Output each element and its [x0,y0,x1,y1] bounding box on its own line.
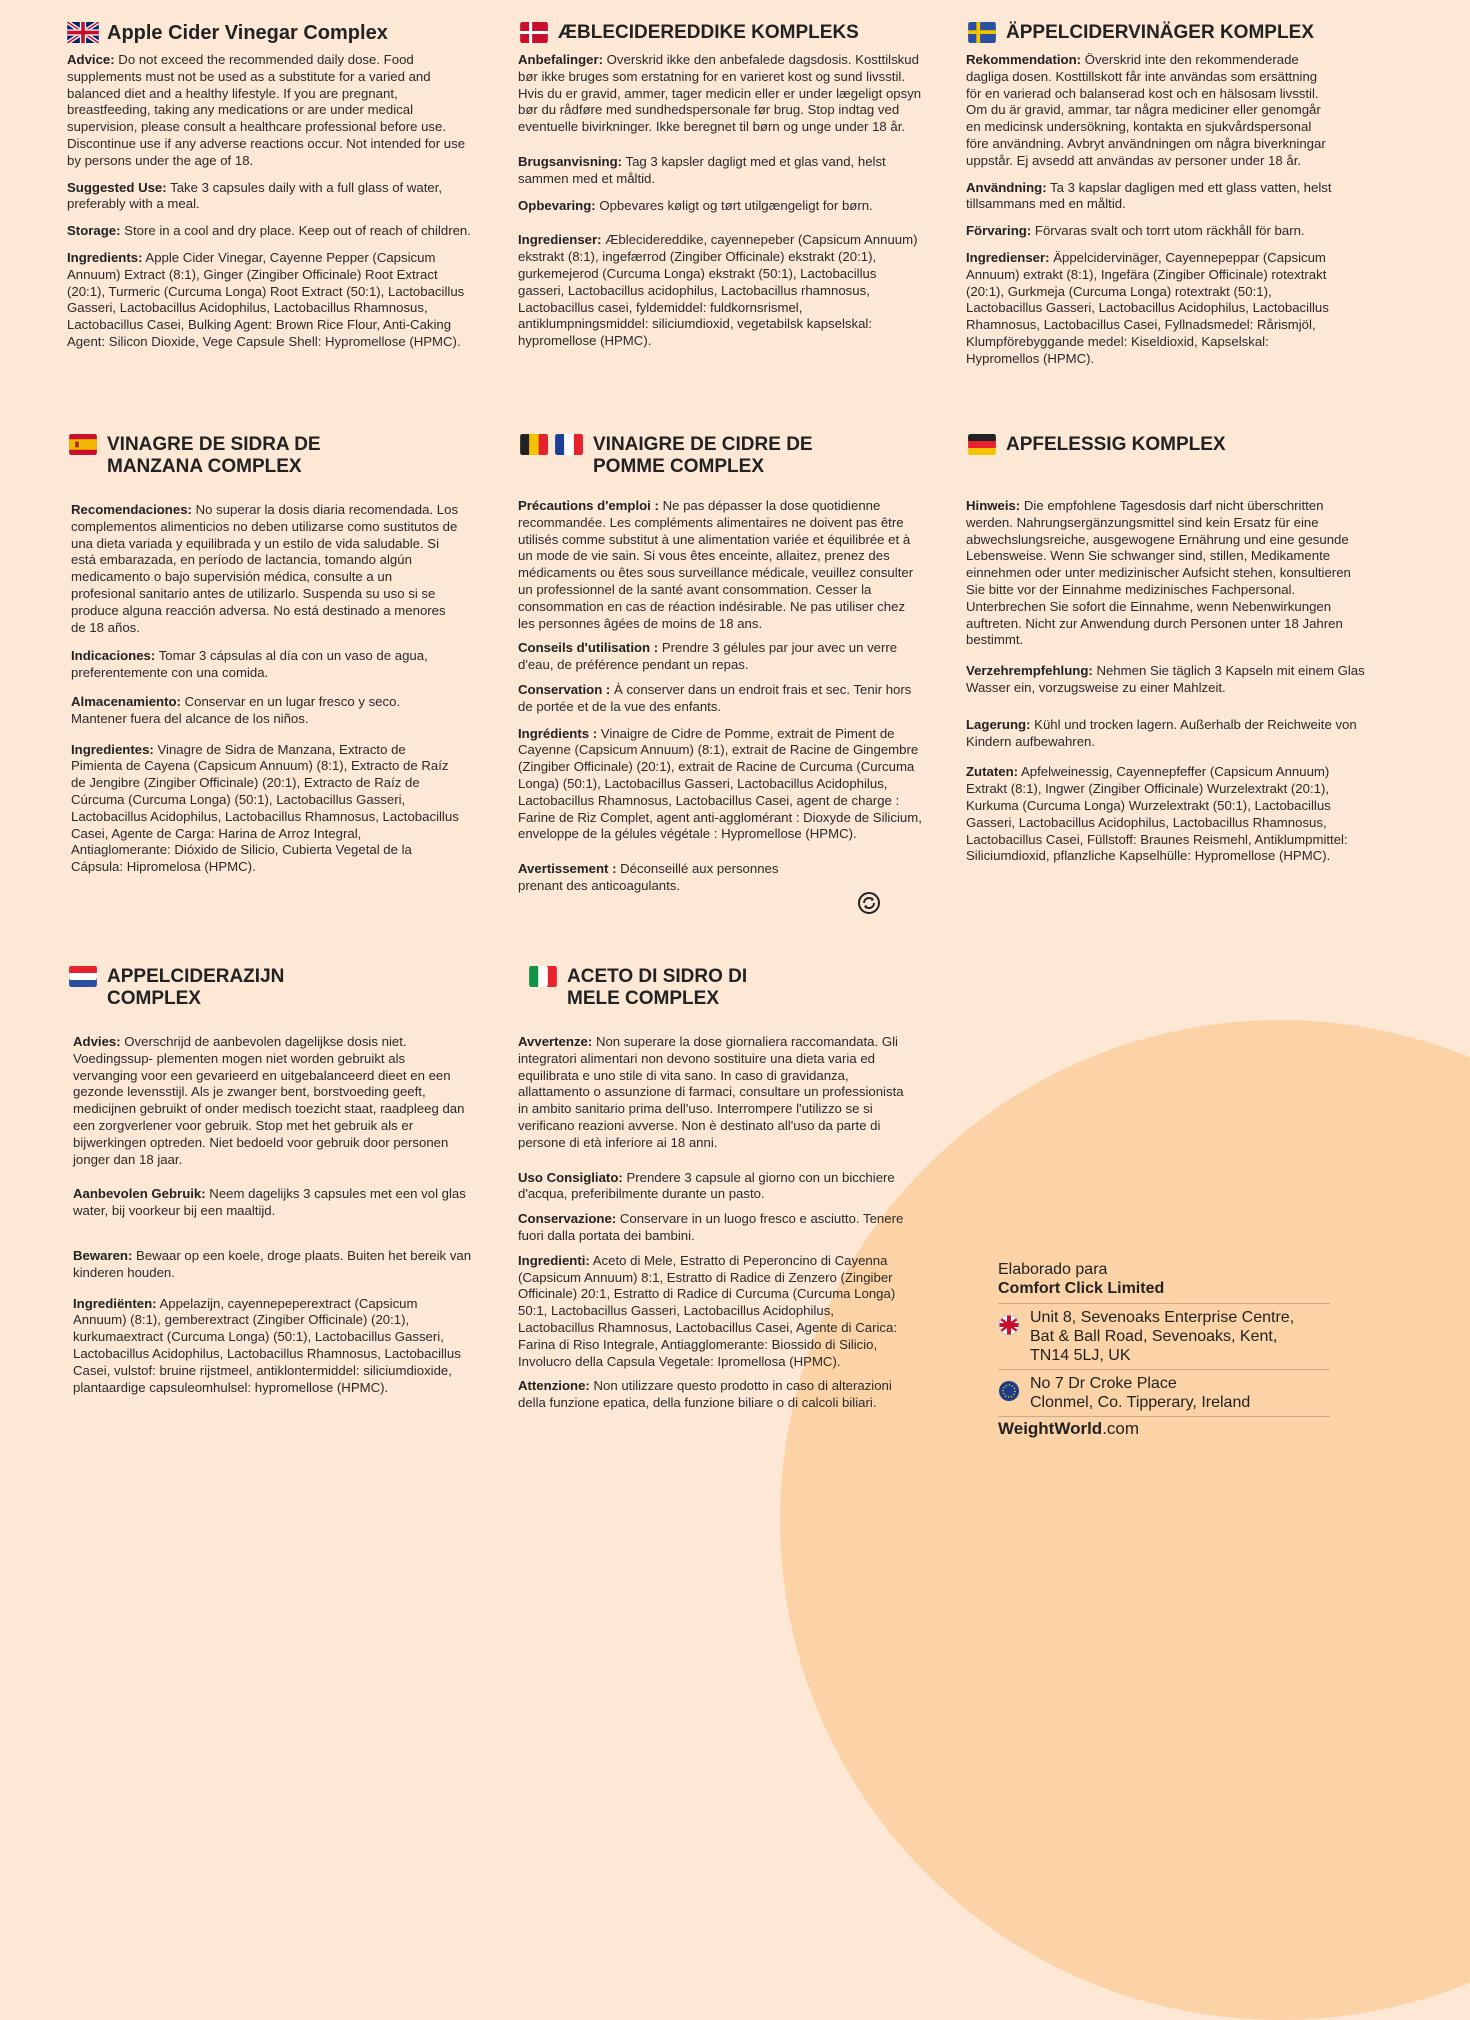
title-line-2: MELE COMPLEX [567,988,720,1009]
section-body [518,52,923,350]
website-domain: .com [1102,1419,1140,1438]
section-title [966,434,1371,456]
section-da [518,22,923,360]
storage-text: Conservar en un lugar fresco y seco. Mantener fuera del alcance de los niños. [71,693,401,726]
uk-round-flag-icon [998,1314,1020,1336]
ingredients-text: Apfelweinessig, Cayennepfeffer (Capsicum Annuum) Extrakt (8:1), Ingwer (Zingiber Officinale) Wurzelextrakt (20:1), Kurkuma (Curcuma Longa) Wurzelextrakt (50:1), Lactobacillus Gasseri, Lactobacillus Acidophilus, Lactobacillus Rhamnosus, Lactobacillus Casei, Füllstoff: Braunes Reismehl, Antiklumpmittel: Siliciumdioxid, pflanzliche Kapselhülle: Hypromellose (HPMC). [966,764,1348,864]
recycle-symbol-icon [856,890,882,916]
eu-flag-icon [998,1380,1020,1402]
ie-address-line-2: Clonmel, Co. Tipperary, Ireland [1030,1394,1251,1411]
advice-text: Ne pas dépasser la dose quotidienne recommandée. Les compléments alimentaires ne doivent pas être utilisés comme substitut à une alimentation variée et équilibrée et à un mode de vie sain. Si vous êtes enceinte, allaitez, prenez des médicaments ou êtes sous surveillance médicale, veuillez consulter un professionnel de la santé avant consommation. Cesser la consommation en cas de réaction indésirable. Ne pas utiliser chez les personnes âgées de moins de 18 ans. [518,498,914,631]
uk-flag-icon [67,22,99,43]
use-label: Indicaciones: [71,648,156,664]
advice-label: Précautions d'emploi : [518,498,659,513]
uk-address-line-1: Unit 8, Sevenoaks Enterprise Centre, [1030,1309,1295,1326]
title-line-1: VINAGRE DE SIDRA DE [107,434,321,455]
advice-label: Advice: [67,52,115,67]
ie-address-line-1: No 7 Dr Croke Place [1030,1375,1177,1392]
storage-label: Opbevaring: [518,197,596,213]
advice-label: Rekommendation: [966,52,1082,67]
ingredients-label: Ingrédients : [518,725,598,741]
ingredients-label: Ingredienti: [518,1252,590,1268]
advice-text: Overskrid ikke den anbefalede dagsdosis. Kosttilskud bør ikke bruges som erstatning for en varieret kost og sund livsstil. Hvis du er gravid, ammer, tager medicin eller er under lægeligt opsyn bør du rådføre med sundhedspersonale før brug. Stop indtag ved eventuelle bivirkninger. Ikke beregnet til børn og unge under 18 år. [518,52,922,135]
storage-label: Storage: [67,223,121,239]
advice-text: Överskrid inte den rekommenderade dagliga dosen. Kosttillskott får inte användas som ersättning för en varierad och balanserad kost och en hälsosam livsstil. Om du är gravid, ammar, tar några mediciner eller genomgår en medicinsk undersökning, kontakta en sjukvårdspersonal före användning. Avbryt användningen om några biverkningar uppstår. Ej avsedd att användas av personer under 18 år. [966,52,1326,168]
storage-label: Lagerung: [966,716,1031,732]
section-title [518,434,923,478]
section-title [518,966,910,1010]
section-title [67,966,472,1010]
warning-label: Avertissement : [518,861,617,877]
use-label: Conseils d'utilisation : [518,640,659,656]
use-text: Take 3 capsules daily with a full glass of water, preferably with a meal. [67,179,443,212]
use-text: Nehmen Sie täglich 3 Kapseln mit einem Glas Wasser ein, vorzugsweise zu einer Mahlzeit. [966,663,1365,695]
section-body [67,1034,472,1396]
ingredients-label: Ingrediënten: [73,1295,157,1311]
storage-label: Conservation : [518,681,611,697]
section-fr [518,434,923,905]
advice-label: Recomendaciones: [71,502,192,517]
storage-text: À conserver dans un endroit frais et sec. Tenir hors de portée et de la vue des enfants. [518,681,912,714]
belgium-flag-icon [518,434,550,461]
ingredients-text: Apple Cider Vinegar, Cayenne Pepper (Capsicum Annuum) Extract (8:1), Ginger (Zingiber Officinale) Root Extract (20:1), Turmeric (Curcuma Longa) Root Extract (50:1), Lactobacillus Gasseri, Lactobacillus Acidophilus, Lactobacillus Rhamnosus, Lactobacillus Casei, Bulking Agent: Brown Rice Flour, Anti-Caking Agent: Silicon Dioxide, Vege Capsule Shell: Hypromellose (HPMC). [67,249,465,349]
warning-label: Attenzione: [518,1378,590,1394]
advice-text: Do not exceed the recommended daily dose. Food supplements must not be used as a substitute for a varied and balanced diet and a healthy lifestyle. If you are pregnant, breastfeeding, taking any medications or are under medical supervision, please consult a healthcare professional before use. Discontinue use if any adverse reactions occur. Not intended for use by persons under the age of 18. [67,52,466,168]
title-text [567,966,747,1010]
warning-text: Non utilizzare questo prodotto in caso di alterazioni della funzione epatica, della funzione biliare o di calcoli biliari. [518,1378,892,1411]
title-line-1: APPELCIDERAZIJN [107,966,285,987]
ingredients-text: Vinagre de Sidra de Manzana, Extracto de Pimienta de Cayena (Capsicum Annuum) (8:1), Extracto de Raíz de Jengibre (Zingiber Officinale) (20:1), Extracto de Raíz de Cúrcuma (Curcuma Longa) (50:1), Lactobacillus Gasseri, Lactobacillus Acidophilus, Lactobacillus Rhamnosus, Lactobacillus Casei, Agente de Carga: Harina de Arroz Integral, Antiaglomerante: Dióxido de Silicio, Cubierta Vegetal de la Cápsula: Hipromelosa (HPMC). [71,741,459,875]
title-line-1: VINAIGRE DE CIDRE DE [593,434,813,455]
use-text: Ta 3 kapslar dagligen med ett glass vatten, helst tillsammans med en måltid. [966,179,1332,212]
ingredients-label: Ingredients: [67,249,143,265]
section-nl [67,966,472,1406]
storage-label: Förvaring: [966,223,1032,239]
section-title [966,22,1336,44]
spain-flag-icon [67,434,99,455]
ingredients-label: Ingredientes: [71,741,154,757]
section-it [518,966,910,1422]
germany-flag-icon [966,434,998,455]
ingredients-text: Aceto di Mele, Estratto di Peperoncino di Cayenna (Capsicum Annuum) 8:1, Estratto di Radice di Zenzero (Zingiber Officinale) 20:1, Estratto di Radice di Curcuma (Curcuma Longa) 50:1, Lactobacillus Gasseri, Lactobacillus Acidophilus, Lactobacillus Rhamnosus, Lactobacillus Casei, Agente di Carica: Farina di Riso Integrale, Antiagglomerante: Biossido di Silicio, Involucro della Capsula Vegetale: Ipromellosa (HPMC). [518,1252,897,1369]
use-text: Neem dagelijks 3 capsules met een vol glas water, bij voorkeur bij een maaltijd. [73,1186,466,1219]
storage-text: Opbevares køligt og tørt utilgængeligt for børn. [595,197,873,213]
warning-text: Déconseillé aux personnes prenant des anticoagulants. [518,861,779,893]
title-text: Apple Cider Vinegar Complex [107,22,388,44]
use-label: Uso Consigliato: [518,1169,623,1185]
storage-text: Kühl und trocken lagern. Außerhalb der Reichweite von Kindern aufbewahren. [966,716,1357,749]
title-text [107,966,284,1010]
advice-label: Hinweis: [966,498,1021,513]
section-es [67,434,459,886]
manufacturer-info [998,1260,1330,1439]
ingredients-text: Appelazijn, cayennepeperextract (Capsicum Annuum) (8:1), gemberextract (Zingiber Officinale) (20:1), kurkumaextract (Curcuma Longa) (50:1), Lactobacillus Gasseri, Lactobacillus Acidophilus, Lactobacillus Rhamnosus, Lactobacillus Casei, vulstof: bruine rijstmeel, antiklontermiddel: siliciumdioxide, plantaardige capsuleomhulsel: hypromellose (HPMC). [73,1295,461,1395]
title-line-2: COMPLEX [107,988,201,1009]
storage-label: Bewaren: [73,1247,133,1263]
storage-text: Förvaras svalt och torrt utom räckhåll för barn. [1031,223,1305,239]
advice-text: Overschrijd de aanbevolen dagelijkse dosis niet. Voedingssup- plementen mogen niet worden gebruikt als vervanging voor een gevarieerd en uitgebalanceerd dieet en een gezonde levensstijl. Als je zwanger bent, borstvoeding geeft, medicijnen gebruikt of onder medisch toezicht staat, raadpleeg dan een zorgverlener voor gebruik. Stop met het gebruik als er bijwerkingen optreden. Niet bedoeld voor gebruik door personen jonger dan 18 jaar. [73,1034,465,1167]
section-title [67,22,472,44]
netherlands-flag-icon [67,966,99,987]
advice-text: No superar la dosis diaria recomendada. Los complementos alimenticios no deben utilizarse como sustitutos de una dieta variada y equilibrada y un estilo de vida saludable. Si está embarazada, en período de lactancia, tomando algún medicamento o bajo supervisión médica, consulte a un profesional sanitario antes de utilizarlo. Suspenda su uso si se produce alguna reacción adversa. No está destinado a menores de 18 años. [71,502,459,635]
title-text: ÄPPELCIDERVINÄGER KOMPLEX [1006,22,1314,43]
advice-text: Non superare la dose giornaliera raccomandata. Gli integratori alimentari non devono sostituire una dieta varia ed equilibrata e uno stile di vita sano. In caso di gravidanza, allattamento o assunzione di farmaci, consultare un professionista in ambito sanitario prima dell'uso. Interrompere l'utilizzo se si verificano reazioni avverse. Non è destinato all'uso da parte di persone di età inferiore ai 18 anni. [518,1034,904,1150]
website[interactable] [998,1416,1330,1439]
storage-text: Store in a cool and dry place. Keep out of reach of children. [120,223,471,239]
ingredients-label: Ingredienser: [966,249,1050,265]
section-body [67,52,472,351]
advice-label: Avvertenze: [518,1034,593,1049]
ingredients-text: Æblecidereddike, cayennepeber (Capsicum Annuum) ekstrakt (8:1), ingefærrod (Zingiber Officinale) ekstrakt (20:1), gurkemejerod (Curcuma Longa) ekstrakt (50:1), Lactobacillus gasseri, Lactobacillus acidophilus, Lactobacillus rhamnosus, Lactobacillus casei, fyldemiddel: fuldkornsrismel, antiklumpningsmiddel: siliciumdioxid, vegetabilsk kapselskal: hypromellose (HPMC). [518,232,918,349]
use-label: Aanbevolen Gebruik: [73,1186,206,1202]
advice-label: Anbefalinger: [518,52,603,67]
uk-address-line-2: Bat & Ball Road, Sevenoaks, Kent, [1030,1328,1278,1345]
use-text: Tomar 3 cápsulas al día con un vaso de agua, preferentemente con una comida. [71,648,428,681]
ingredients-text: Vinaigre de Cidre de Pomme, extrait de Piment de Cayenne (Capsicum Annuum) (8:1), extrait de Racine de Gingembre (Zingiber Officinale) (20:1), extrait de Racine de Curcuma (Curcuma Longa) (50:1), Lactobacillus Gasseri, Lactobacillus Acidophilus, Lactobacillus Rhamnosus, Lactobacillus Casei, agent de charge : Farine de Riz Complet, agent anti-agglomérant : Dioxyde de Silicium, enveloppe de la gélules végétale : Hypromellose (HPMC). [518,725,922,842]
title-text: APFELESSIG KOMPLEX [1006,434,1226,455]
uk-address-line-3: TN14 5LJ, UK [1030,1347,1131,1364]
title-line-2: MANZANA COMPLEX [107,456,302,477]
section-body [966,52,1336,368]
use-label: Brugsanvisning: [518,153,623,169]
use-text: Prendre 3 gélules par jour avec un verre d'eau, de préférence pendant un repas. [518,640,898,673]
storage-text: Conservare in un luogo fresco e asciutto. Tenere fuori dalla portata dei bambini. [518,1211,904,1243]
section-title [67,434,459,478]
section-body [518,498,923,895]
ingredients-label: Zutaten: [966,764,1019,780]
title-text [107,434,321,478]
section-en [67,22,472,361]
section-sv [966,22,1336,378]
ingredients-text: Äppelcidervinäger, Cayennepeppar (Capsicum Annuum) extrakt (8:1), Ingefära (Zingiber Officinale) rotextrakt (20:1), Gurkmeja (Curcuma Longa) rotextrakt (50:1), Lactobacillus Gasseri, Lactobacillus Acidophilus, Lactobacillus Rhamnosus, Lactobacillus Casei, Fyllnadsmedel: Rårismjöl, Klumpförebyggande medel: Kiseldioxid, Kapselskal: Hypromellos (HPMC). [966,249,1329,366]
france-flag-icon [553,434,585,461]
sweden-flag-icon [966,22,998,43]
website-name: WeightWorld [998,1419,1103,1438]
storage-text: Bewaar op een koele, droge plaats. Buiten het bereik van kinderen houden. [73,1247,472,1280]
storage-label: Almacenamiento: [71,693,181,709]
ie-address [998,1369,1330,1416]
section-de [966,434,1371,875]
denmark-flag-icon [518,22,550,43]
section-title [518,22,923,44]
use-text: Prendere 3 capsule al giorno con un bicchiere d'acqua, preferibilmente durante un pasto. [518,1169,895,1202]
section-body [966,498,1371,865]
uk-address [998,1303,1330,1369]
title-line-1: ACETO DI SIDRO DI [567,966,748,987]
use-label: Verzehrempfehlung: [966,663,1093,679]
company-name: Comfort Click Limited [998,1280,1165,1297]
use-label: Användning: [966,179,1047,195]
made-for-label: Elaborado para [998,1261,1108,1278]
section-body [518,1034,910,1412]
advice-text: Die empfohlene Tagesdosis darf nicht überschritten werden. Nahrungsergänzungsmittel sind kein Ersatz für eine abwechslungsreiche, ausgewogene Ernährung und eine gesunde Lebensweise. Wenn Sie schwanger sind, stillen, Medikamente einnehmen oder unter medizinischer Aufsicht stehen, konsultieren Sie bitte vor der Einnahme medizinisches Fachpersonal. Unterbrechen Sie sofort die Einnahme, wenn Nebenwirkungen auftreten. Nicht zur Anwendung durch Personen unter 18 Jahren bestimmt. [966,498,1351,648]
ingredients-label: Ingredienser: [518,232,602,248]
storage-label: Conservazione: [518,1211,617,1227]
title-line-2: POMME COMPLEX [593,456,765,477]
italy-flag-icon [527,966,559,987]
advice-label: Advies: [73,1034,121,1049]
section-body [67,502,459,876]
title-text: ÆBLECIDEREDDIKE KOMPLEKS [558,22,859,43]
use-label: Suggested Use: [67,179,167,195]
title-text [593,434,813,478]
use-text: Tag 3 kapsler dagligt med et glas vand, helst sammen med et måltid. [518,153,886,186]
